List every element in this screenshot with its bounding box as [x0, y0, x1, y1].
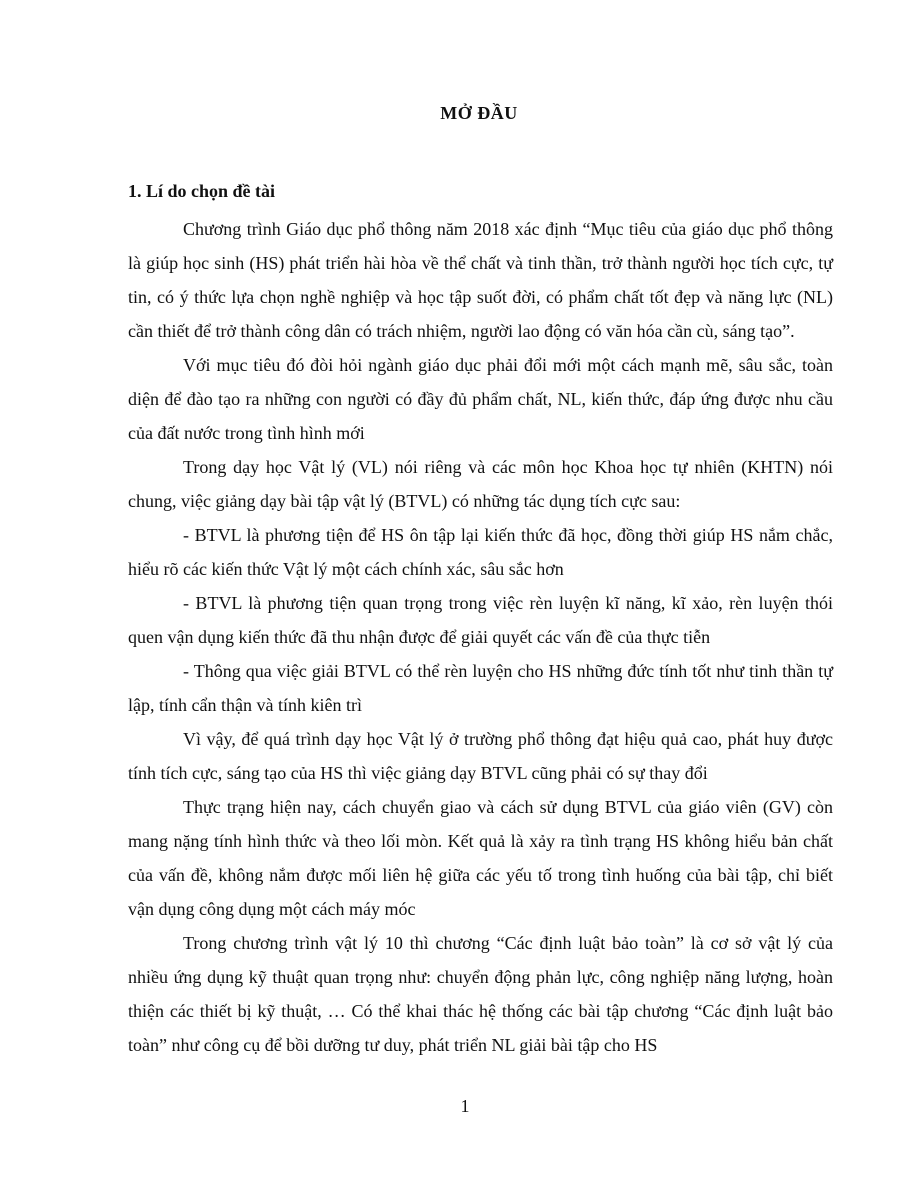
paragraph-8: Thực trạng hiện nay, cách chuyển giao và cách sử dụng BTVL của giáo viên (GV) còn mang nặng tính hình thức và theo lối mòn. Kết quả là xảy ra tình trạng HS không hiểu bản chất của vấn đề, không nắm được mối liên hệ giữa các yếu tố trong tình huống của bài tập, chỉ biết vận dụng công dụng một cách máy móc [128, 797, 833, 919]
paragraph-1: Chương trình Giáo dục phổ thông năm 2018 xác định “Mục tiêu của giáo dục phổ thông là giúp học sinh (HS) phát triển hài hòa về thể chất và tinh thần, trở thành người học tích cực, tự tin, có ý thức lựa chọn nghề nghiệp và học tập suốt đời, có phẩm chất tốt đẹp và năng lực (NL) cần thiết để trở thành công dân có trách nhiệm, người lao động có văn hóa cần cù, sáng tạo”. [128, 219, 833, 341]
section-heading: 1. Lí do chọn đề tài [128, 181, 276, 201]
paragraph-4: - BTVL là phương tiện để HS ôn tập lại kiến thức đã học, đồng thời giúp HS nắm chắc, hiểu rõ các kiến thức Vật lý một cách chính xác, sâu sắc hơn [128, 525, 833, 579]
paragraph-3: Trong dạy học Vật lý (VL) nói riêng và các môn học Khoa học tự nhiên (KHTN) nói chung, việc giảng dạy bài tập vật lý (BTVL) có những tác dụng tích cực sau: [128, 457, 833, 511]
paragraph-2: Với mục tiêu đó đòi hỏi ngành giáo dục phải đổi mới một cách mạnh mẽ, sâu sắc, toàn diện để đào tạo ra những con người có đầy đủ phẩm chất, NL, kiến thức, đáp ứng được nhu cầu của đất nước trong tình hình mới [128, 355, 833, 443]
page-title: MỞ ĐẦU [440, 103, 518, 123]
paragraph-7: Vì vậy, để quá trình dạy học Vật lý ở trường phổ thông đạt hiệu quả cao, phát huy được tính tích cực, sáng tạo của HS thì việc giảng dạy BTVL cũng phải có sự thay đổi [128, 729, 833, 783]
body-text [128, 212, 833, 1062]
paragraph-6: - Thông qua việc giải BTVL có thể rèn luyện cho HS những đức tính tốt như tinh thần tự lập, tính cẩn thận và tính kiên trì [128, 661, 833, 715]
paragraph-5: - BTVL là phương tiện quan trọng trong việc rèn luyện kĩ năng, kĩ xảo, rèn luyện thói quen vận dụng kiến thức đã thu nhận được để giải quyết các vấn đề của thực tiễn [128, 593, 833, 647]
page-number: 1 [460, 1096, 470, 1116]
paragraph-9: Trong chương trình vật lý 10 thì chương “Các định luật bảo toàn” là cơ sở vật lý của nhiều ứng dụng kỹ thuật quan trọng như: chuyển động phản lực, công nghiệp năng lượng, hoàn thiện các thiết bị kỹ thuật, … Có thể khai thác hệ thống các bài tập chương “Các định luật bảo toàn” như công cụ để bồi dưỡng tư duy, phát triển NL giải bài tập cho HS [128, 933, 833, 1055]
